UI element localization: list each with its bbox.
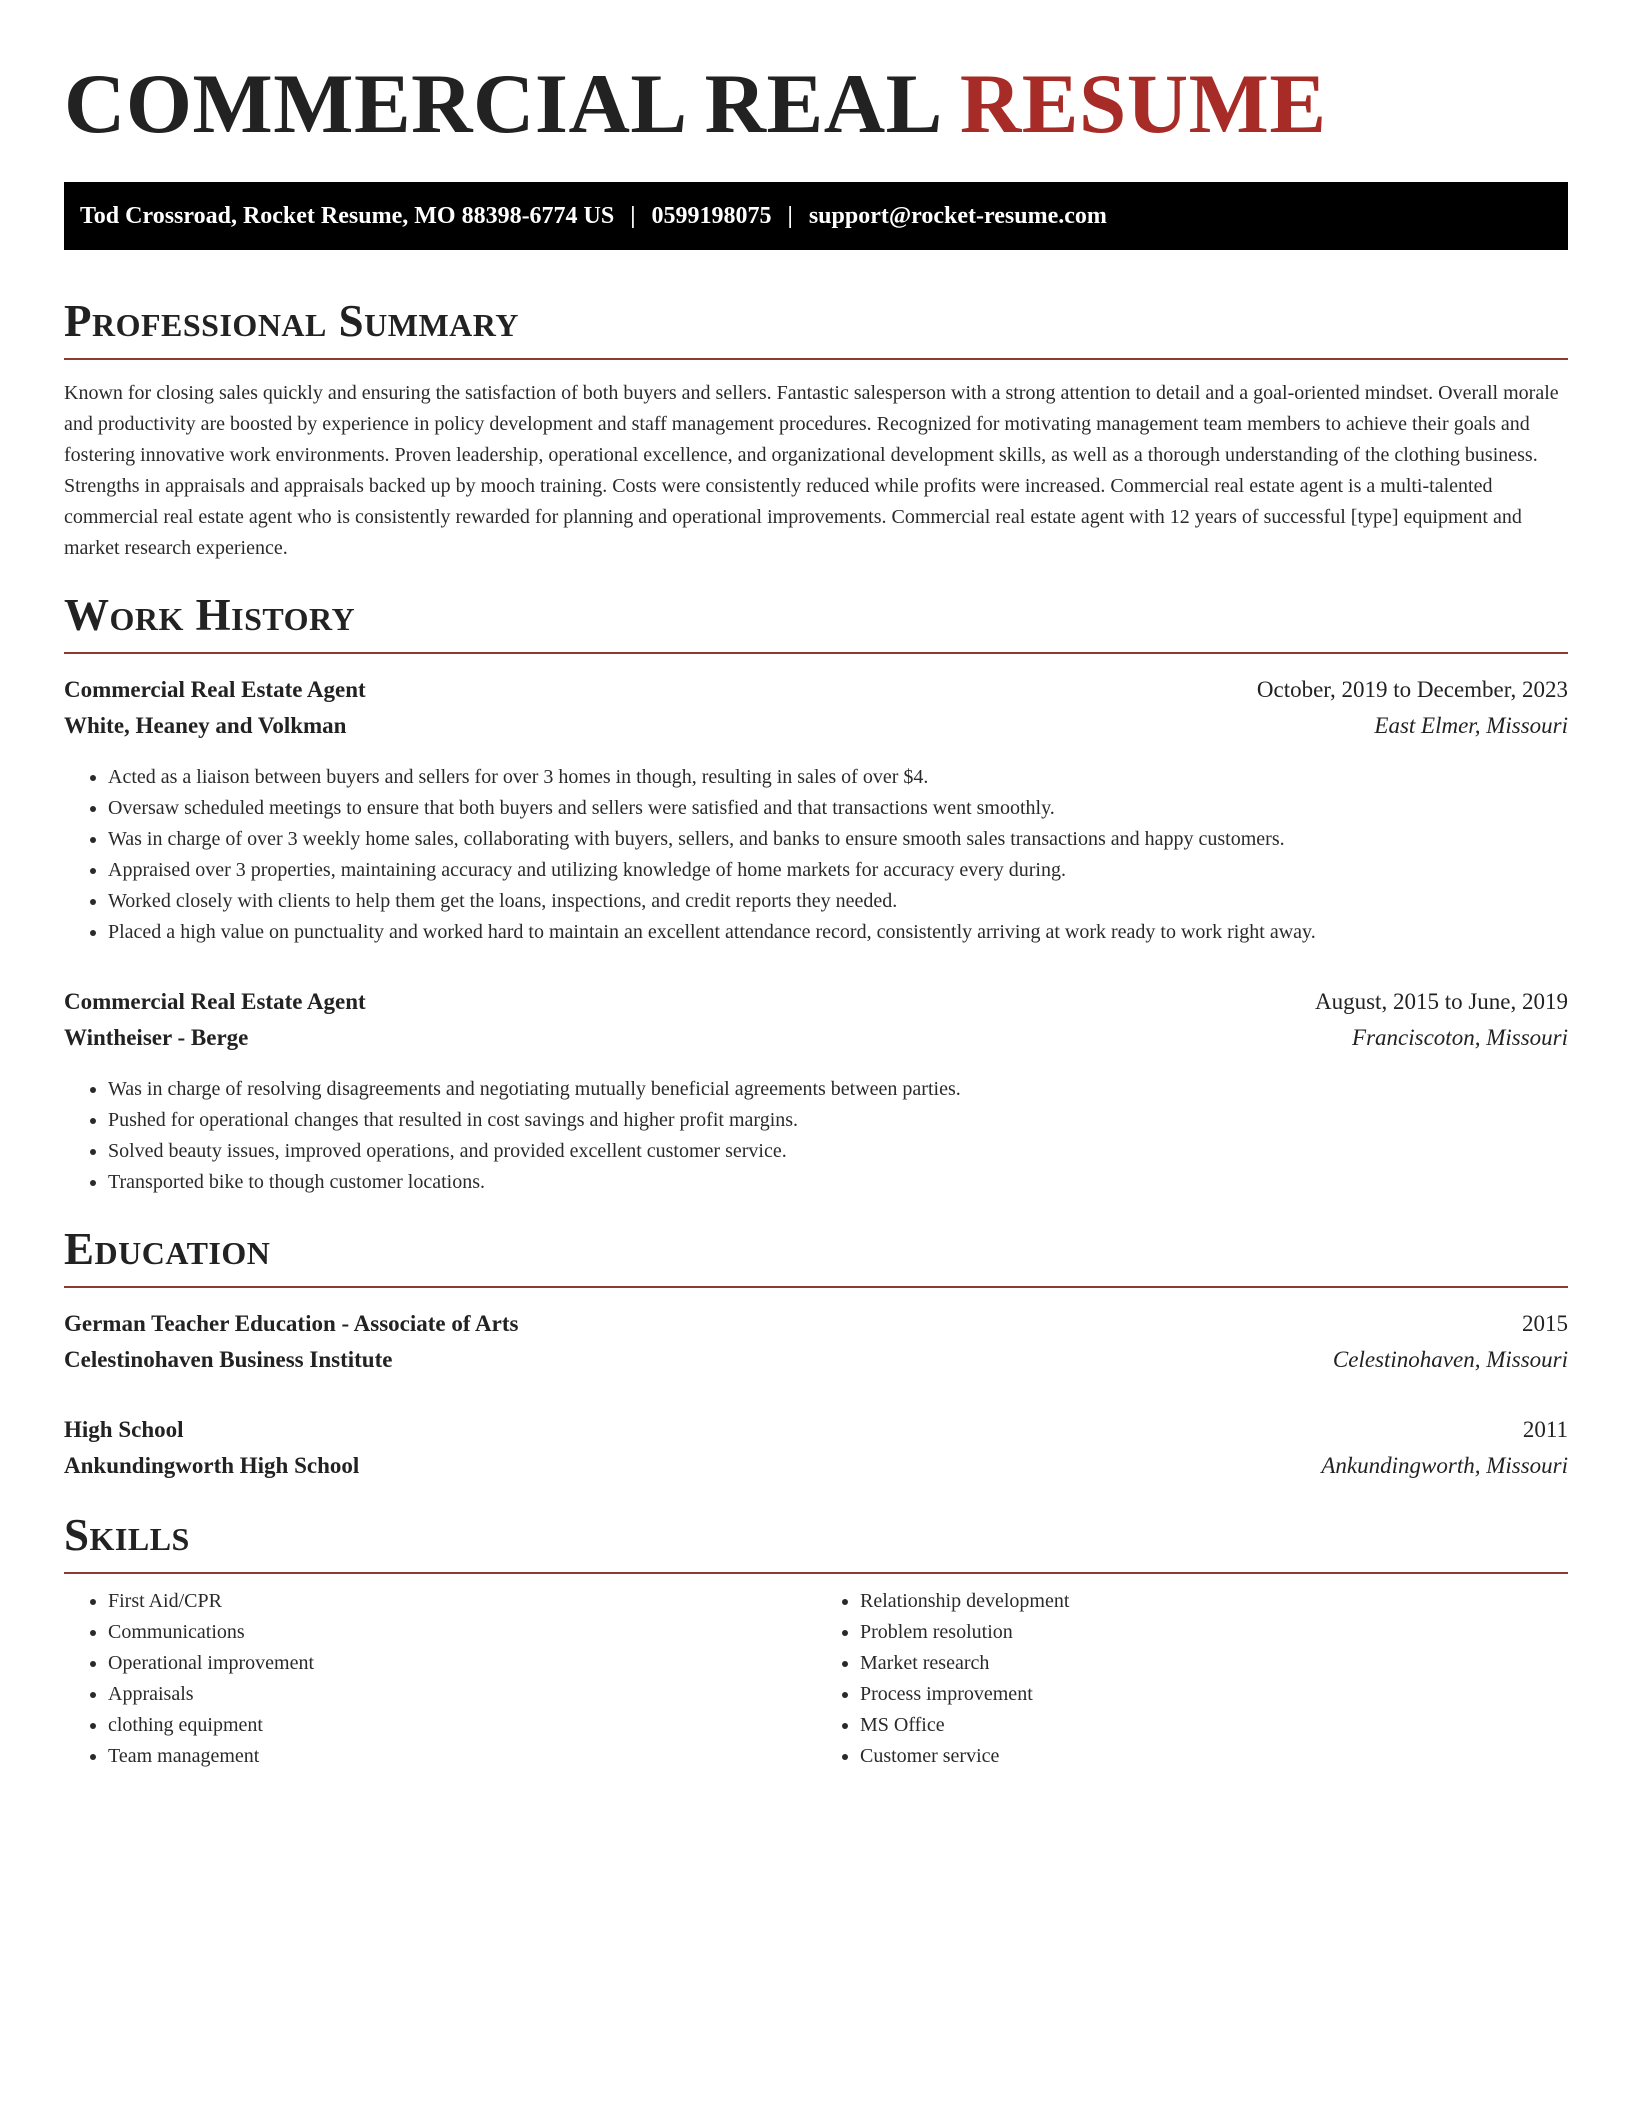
job-bullet: • Acted as a liaison between buyers and sellers for over 3 homes in though, resulting in sales of over $4. [108,762,1568,793]
contact-separator: | [787,202,793,229]
skills-right-column [816,1586,1568,1772]
summary-heading: Professional Summary [64,298,1568,360]
contact-phone: 0599198075 [651,202,772,229]
work-history-heading: Work History [64,592,1568,654]
job-dates: October, 2019 to December, 2023 [1256,677,1568,702]
skill-item: • Problem resolution [860,1617,1568,1648]
job-bullets [64,1074,1568,1198]
job-entry [64,984,1568,1198]
skill-item: • Customer service [860,1741,1568,1772]
job-dates: August, 2015 to June, 2019 [1315,989,1568,1014]
title-main: COMMERCIAL REAL [64,57,960,151]
education-section [64,1226,1568,1484]
skills-left-column [64,1586,816,1772]
education-year: 2011 [1522,1417,1568,1442]
education-school-row [64,1342,1568,1378]
skill-item: • Appraisals [108,1679,816,1710]
work-history-section [64,592,1568,1198]
education-school-row [64,1448,1568,1484]
title-accent: RESUME [959,57,1327,151]
education-degree: High School [64,1417,184,1442]
skill-item: • Market research [860,1648,1568,1679]
job-bullet: • Was in charge of resolving disagreements and negotiating mutually beneficial agreements between parties. [108,1074,1568,1105]
skill-item: • MS Office [860,1710,1568,1741]
job-company: White, Heaney and Volkman [64,713,347,738]
job-location: Franciscoton, Missouri [1352,1025,1568,1050]
job-bullet: • Pushed for operational changes that resulted in cost savings and higher profit margins. [108,1105,1568,1136]
summary-text: Known for closing sales quickly and ensuring the satisfaction of both buyers and sellers. Fantastic salesperson with a strong attention to detail and a goal-oriented mindset. Overall morale and productivity are boosted by experience in policy development and staff management procedures. Recognized for motivating management team members to achieve their goals and fostering innovative work environments. Proven leadership, operational excellence, and organizational development skills, as well as a thorough understanding of the clothing business. Strengths in appraisals and appraisals backed up by mooch training. Costs were consistently reduced while profits were increased. Commercial real estate agent is a multi-talented commercial real estate agent who is consistently rewarded for planning and operational improvements. Commercial real estate agent with 12 years of successful [type] equipment and market research experience. [64,382,1559,559]
education-location: Ankundingworth, Missouri [1321,1453,1568,1478]
skill-item: • Team management [108,1741,816,1772]
skill-item: • Process improvement [860,1679,1568,1710]
job-bullet: • Was in charge of over 3 weekly home sales, collaborating with buyers, sellers, and banks to ensure smooth sales transactions and happy customers. [108,824,1568,855]
job-bullet: • Solved beauty issues, improved operations, and provided excellent customer service. [108,1136,1568,1167]
job-location: East Elmer, Missouri [1374,713,1568,738]
skill-item: • Operational improvement [108,1648,816,1679]
contact-address: Tod Crossroad, Rocket Resume, MO 88398-6774 US [80,202,615,229]
job-bullets [64,762,1568,948]
skill-item: • First Aid/CPR [108,1586,816,1617]
education-school: Celestinohaven Business Institute [64,1347,393,1372]
education-degree-row [64,1306,1568,1342]
job-title-row [64,984,1568,1020]
skills-columns [64,1586,1568,1772]
skill-item: • Communications [108,1617,816,1648]
education-year: 2015 [1522,1311,1568,1336]
job-bullet: • Worked closely with clients to help them get the loans, inspections, and credit reports they needed. [108,886,1568,917]
education-location: Celestinohaven, Missouri [1332,1347,1568,1372]
education-entry [64,1412,1568,1484]
job-bullet: • Placed a high value on punctuality and worked hard to maintain an excellent attendance record, consistently arriving at work ready to work right away. [108,917,1568,948]
job-bullet: • Appraised over 3 properties, maintaining accuracy and utilizing knowledge of home markets for accuracy every during. [108,855,1568,886]
job-entry [64,672,1568,948]
education-heading: Education [64,1226,1568,1288]
job-title: Commercial Real Estate Agent [64,677,366,702]
contact-separator: | [630,202,636,229]
education-entry [64,1306,1568,1378]
skills-heading: Skills [64,1512,1568,1574]
job-bullet: • Oversaw scheduled meetings to ensure that both buyers and sellers were satisfied and that transactions went smoothly. [108,793,1568,824]
education-degree: German Teacher Education - Associate of Arts [64,1311,519,1336]
education-degree-row [64,1412,1568,1448]
skill-item: • Relationship development [860,1586,1568,1617]
job-bullet: • Transported bike to though customer locations. [108,1167,1568,1198]
job-company-row [64,708,1568,744]
education-school: Ankundingworth High School [64,1453,360,1478]
job-company-row [64,1020,1568,1056]
contact-bar [64,182,1568,250]
contact-email: support@rocket-resume.com [808,202,1107,229]
skills-section [64,1512,1568,1772]
resume-title [64,50,1568,158]
skill-item: • clothing equipment [108,1710,816,1741]
summary-section [64,298,1568,564]
job-title-row [64,672,1568,708]
job-company: Wintheiser - Berge [64,1025,249,1050]
job-title: Commercial Real Estate Agent [64,989,366,1014]
